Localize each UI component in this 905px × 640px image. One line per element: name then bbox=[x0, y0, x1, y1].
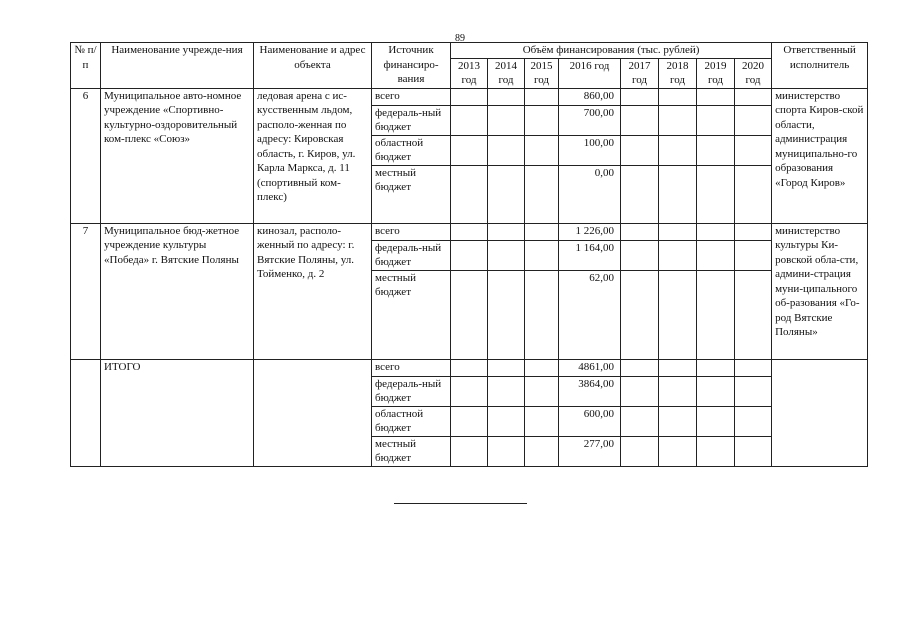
source-cell: федераль-ный бюджет bbox=[372, 376, 451, 406]
row-num: 6 bbox=[71, 88, 101, 223]
total-value-2016: 4861,00 bbox=[559, 359, 621, 376]
total-label: ИТОГО bbox=[101, 359, 254, 466]
value-2016: 860,00 bbox=[559, 88, 621, 105]
header-institution: Наименование учрежде-ния bbox=[101, 43, 254, 89]
source-cell: областной бюджет bbox=[372, 406, 451, 436]
header-year: 2019 год bbox=[697, 58, 735, 88]
value-2016: 62,00 bbox=[559, 270, 621, 359]
value-2016: 0,00 bbox=[559, 165, 621, 223]
source-cell: федераль-ный бюджет bbox=[372, 240, 451, 270]
row-num: 7 bbox=[71, 223, 101, 359]
value-2016: 100,00 bbox=[559, 135, 621, 165]
header-funding: Объём финансирования (тыс. рублей) bbox=[451, 43, 772, 59]
header-year: 2016 год bbox=[559, 58, 621, 88]
header-responsible: Ответственный исполнитель bbox=[772, 43, 868, 89]
source-cell: местный бюджет bbox=[372, 165, 451, 223]
source-cell: всего bbox=[372, 88, 451, 105]
total-value-2016: 3864,00 bbox=[559, 376, 621, 406]
object-address: кинозал, располо-женный по адресу: г. Вятские Поляны, ул. Тойменко, д. 2 bbox=[254, 223, 372, 359]
total-value-2016: 600,00 bbox=[559, 406, 621, 436]
page-number: 89 bbox=[455, 33, 465, 44]
header-num: № п/п bbox=[71, 43, 101, 89]
source-cell: всего bbox=[372, 223, 451, 240]
header-year: 2017 год bbox=[621, 58, 659, 88]
source-cell: местный бюджет bbox=[372, 270, 451, 359]
table-row bbox=[71, 223, 868, 240]
source-cell: федераль-ный бюджет bbox=[372, 105, 451, 135]
table-row bbox=[71, 88, 868, 105]
header-year: 2014 год bbox=[488, 58, 525, 88]
source-cell: областной бюджет bbox=[372, 135, 451, 165]
financing-table bbox=[70, 42, 868, 467]
responsible-executor: министерство спорта Киров-ской области, администрация муниципально-го образования «Город Киров» bbox=[772, 88, 868, 223]
source-cell: всего bbox=[372, 359, 451, 376]
header-year: 2018 год bbox=[659, 58, 697, 88]
header-year: 2020 год bbox=[735, 58, 772, 88]
object-address: ледовая арена с ис-кусственным льдом, располо-женная по адресу: Кировская область, г. Киров, ул. Карла Маркса, д. 11 (спортивный ком-плекс) bbox=[254, 88, 372, 223]
responsible-executor: министерство культуры Ки-ровской обла-сти, админи-страция муни-ципального об-разования «Го-род Вятские Поляны» bbox=[772, 223, 868, 359]
header-year: 2015 год bbox=[525, 58, 559, 88]
header-source: Источник финансиро-вания bbox=[372, 43, 451, 89]
separator-line bbox=[394, 503, 527, 504]
source-cell: местный бюджет bbox=[372, 436, 451, 466]
header-year: 2013 год bbox=[451, 58, 488, 88]
value-2016: 700,00 bbox=[559, 105, 621, 135]
value-2016: 1 226,00 bbox=[559, 223, 621, 240]
header-object: Наименование и адрес объекта bbox=[254, 43, 372, 89]
total-row bbox=[71, 359, 868, 376]
value-2016: 1 164,00 bbox=[559, 240, 621, 270]
institution-name: Муниципальное авто-номное учреждение «Спортивно-культурно-оздоровительный ком-плекс «Союз» bbox=[101, 88, 254, 223]
total-value-2016: 277,00 bbox=[559, 436, 621, 466]
institution-name: Муниципальное бюд-жетное учреждение культуры «Победа» г. Вятские Поляны bbox=[101, 223, 254, 359]
